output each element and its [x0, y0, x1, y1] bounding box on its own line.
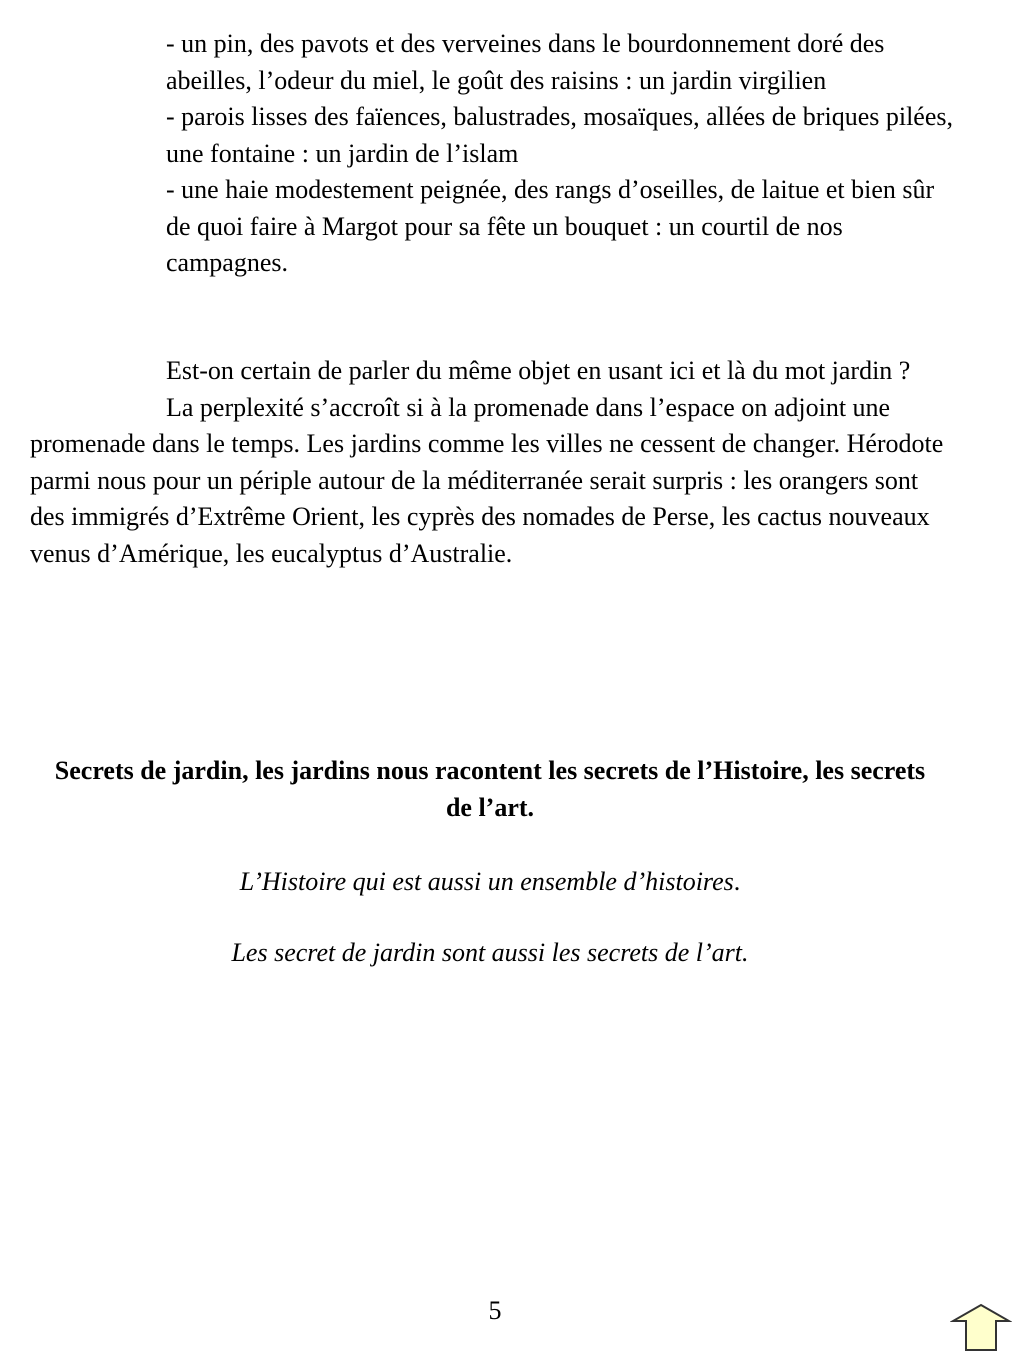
list-item: - parois lisses des faïences, balustrades, mosaïques, allées de briques pilées, une fontaine : un jardin de l’islam: [166, 102, 953, 168]
italic-line-history: [40, 864, 940, 901]
list-item: - une haie modestement peignée, des rangs d’oseilles, de laitue et bien sûr de quoi faire à Margot pour sa fête un bouquet : un courtil de nos campagnes.: [166, 175, 935, 277]
garden-list: [166, 26, 956, 282]
section-heading: Secrets de jardin, les jardins nous racontent les secrets de l’Histoire, les secrets de l’art.: [54, 756, 926, 822]
up-arrow-icon: [950, 1303, 1012, 1353]
list-item: - un pin, des pavots et des verveines dans le bourdonnement doré des abeilles, l’odeur du miel, le goût des raisins : un jardin virgilien: [166, 29, 885, 95]
italic-line-period: .: [733, 867, 741, 896]
page-number: 5: [488, 1296, 502, 1325]
up-arrow-button[interactable]: [950, 1303, 1012, 1353]
paragraph: Est-on certain de parler du même objet en usant ici et là du mot jardin ?: [166, 356, 911, 385]
italic-line-art: Les secret de jardin sont aussi les secrets de l’art.: [231, 938, 749, 967]
paragraph: La perplexité s’accroît si à la promenade dans l’espace on adjoint une promenade dans le temps. Les jardins comme les villes ne cessent de changer. Hérodote parmi nous pour un périple autour de la méditerranée serait surpris : les orangers sont des immigrés d’Extrême Orient, les cyprès des nomades de Perse, les cactus nouveaux venus d’Amérique, les eucalyptus d’Australie.: [30, 392, 944, 568]
italic-text: L’Histoire qui est aussi un ensemble d’histoires: [239, 867, 734, 896]
body-text: [30, 353, 950, 572]
